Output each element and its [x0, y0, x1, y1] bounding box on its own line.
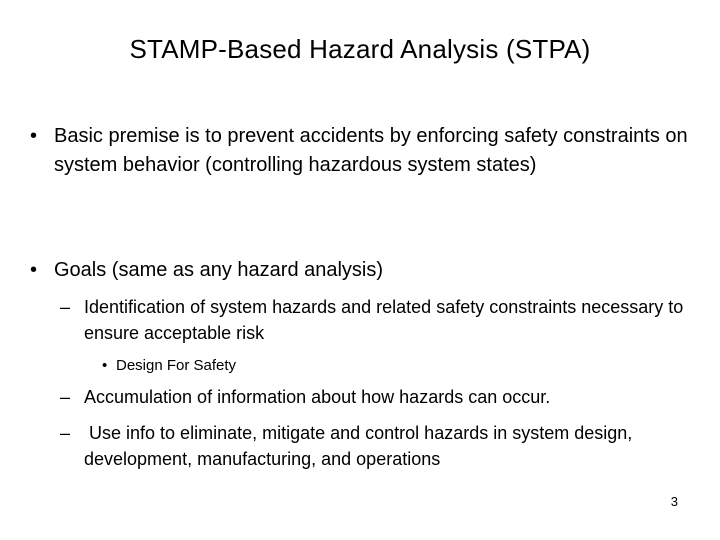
bullet-marker: •: [30, 259, 38, 281]
dash-marker: –: [60, 423, 71, 443]
dash-marker: –: [60, 387, 71, 407]
bullet-text: Goals (same as any hazard analysis): [54, 259, 384, 281]
bullet-marker: •: [102, 357, 108, 374]
bullet-goals: [30, 256, 690, 285]
bullet-premise: [30, 122, 690, 180]
bullet-marker: •: [30, 125, 38, 147]
slide-title: STAMP-Based Hazard Analysis (STPA): [129, 34, 591, 64]
subbullet-accumulation: [60, 384, 700, 410]
bullet-text: Basic premise is to prevent accidents by enforcing safety constraints on system behavior (controlling hazardous system states): [54, 125, 688, 176]
subbullet-identification: [60, 294, 700, 346]
subbullet-text: Use info to eliminate, mitigate and control hazards in system design, development, manufacturing, and operations: [84, 423, 638, 469]
subbullet-text: Identification of system hazards and related safety constraints necessary to ensure acceptable risk: [84, 297, 684, 343]
subsubbullet-design-for-safety: [102, 356, 662, 376]
subsubbullet-text: Design For Safety: [116, 357, 237, 374]
dash-marker: –: [60, 297, 71, 317]
subbullet-use-info: [60, 420, 700, 472]
subbullet-text: Accumulation of information about how hazards can occur.: [84, 387, 551, 407]
page-number: 3: [670, 494, 678, 509]
